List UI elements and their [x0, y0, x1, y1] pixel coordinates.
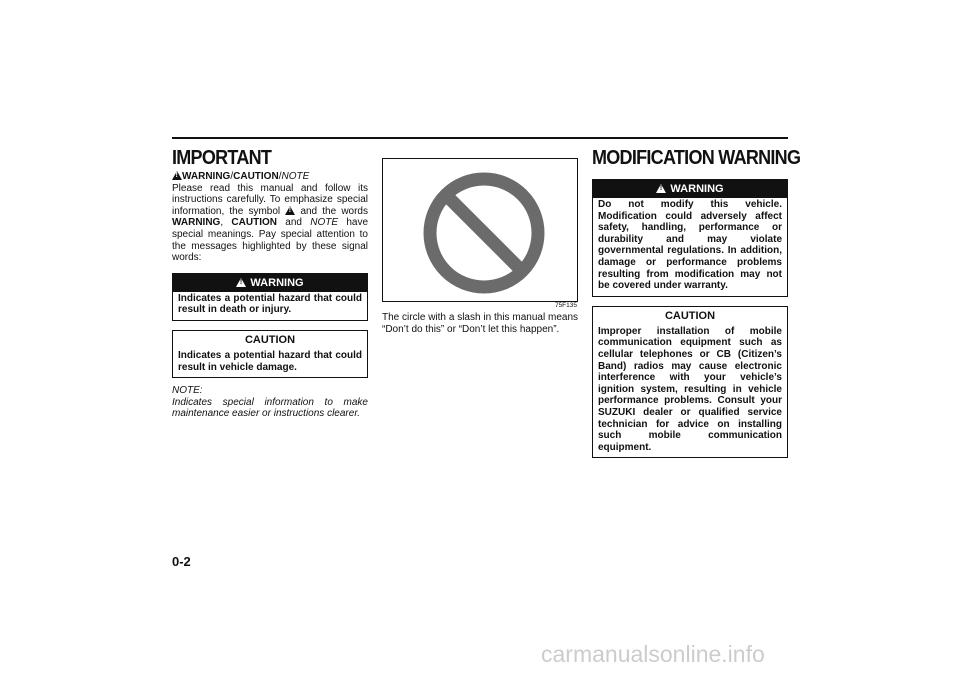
warning-triangle-icon	[285, 206, 295, 215]
modification-warning-text: Do not modify this vehicle. Modification could adversely affect safety, handling, performance or durability and may violate governmental regulations. In addition, damage or performance problems resulting from modification may not be covered under warranty.	[598, 199, 782, 292]
word-warning: WARNING	[172, 217, 221, 229]
modification-column	[592, 146, 801, 458]
important-heading: IMPORTANT	[172, 147, 272, 169]
intro-paragraph-2: and the words	[300, 205, 368, 217]
caution-box-text: Indicates a potential hazard that could result in vehicle damage.	[178, 349, 362, 373]
word-and: and	[285, 217, 302, 229]
modification-warning-header	[593, 180, 787, 198]
intro-separator: /	[278, 171, 282, 182]
note-text: Indicates special information to make maintenance easier or instructions clearer.	[172, 396, 368, 420]
page-number: 0-2	[172, 554, 191, 569]
warning-box-title: WARNING	[250, 276, 304, 289]
warning-box-header	[173, 274, 367, 292]
prohibition-explanation: The circle with a slash in this manual means “Don’t do this” or “Don’t let this happen”.	[382, 312, 578, 335]
modification-caution-title: CAUTION	[593, 307, 787, 325]
warning-triangle-icon	[656, 184, 666, 193]
intro-caution-label: CAUTION	[233, 171, 279, 182]
intro-paragraph-1: Please read this manual and follow its instructions carefully. To emphasize special information, the symbol	[172, 182, 368, 217]
intro-separator: /	[230, 171, 234, 182]
prohibition-figure	[382, 158, 578, 302]
note-label: NOTE:	[172, 385, 203, 397]
intro-warning-label: WARNING	[182, 171, 231, 182]
modification-warning-title: WARNING	[670, 183, 724, 195]
warning-triangle-icon	[236, 278, 246, 287]
caution-box-title: CAUTION	[173, 331, 367, 349]
intro-paragraph-3: have special meanings. Pay special attention to the messages highlighted by these signal words:	[172, 217, 369, 264]
caution-box	[172, 330, 368, 378]
warning-triangle-icon	[172, 171, 182, 180]
intro-note-label: NOTE	[281, 171, 310, 182]
word-caution: CAUTION	[231, 217, 277, 229]
modification-caution-box	[592, 306, 788, 459]
word-note: NOTE	[310, 217, 339, 229]
modification-warning-box	[592, 179, 788, 297]
warning-box-text: Indicates a potential hazard that could result in death or injury.	[178, 292, 362, 316]
header-rule	[172, 137, 788, 139]
important-column	[172, 146, 368, 420]
prohibition-circle-icon	[383, 159, 577, 301]
warning-box	[172, 273, 368, 321]
modification-caution-text: Improper installation of mobile communication equipment such as cellular telephones or CB (Citizen’s Band) radios may cause electronic interference with your vehicle’s ignition system, resulting in vehicle performance problems. Consult your SUZUKI dealer or qualified service technician for advice on installing such mobile communication equipment.	[598, 325, 782, 453]
word-comma: ,	[220, 217, 224, 229]
note-block	[172, 385, 368, 420]
watermark: carmanualsonline.info	[541, 641, 765, 667]
figure-label: 75F135	[554, 302, 577, 309]
important-intro	[172, 171, 368, 264]
modification-heading: MODIFICATION WARNING	[592, 147, 801, 169]
